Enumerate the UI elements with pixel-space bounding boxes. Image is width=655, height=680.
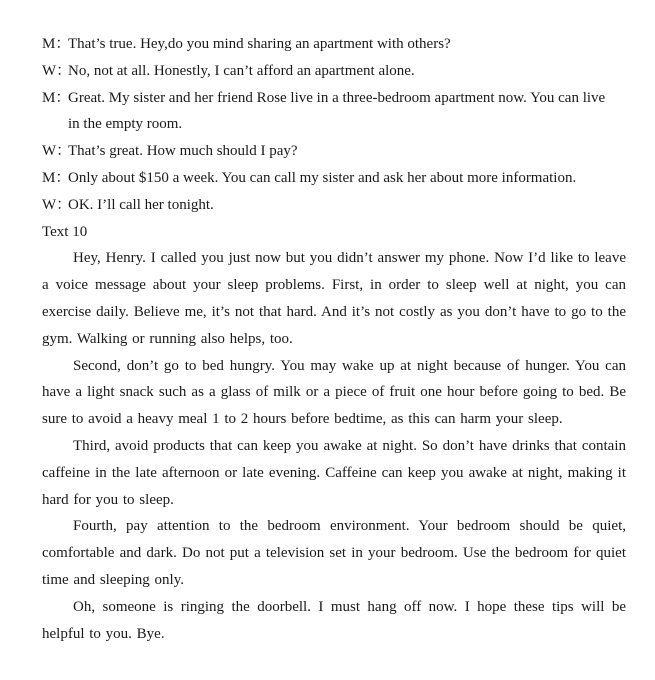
dialogue-continuation: in the empty room. (68, 116, 183, 133)
dialogue-text: That’s great. How much should I pay? (68, 143, 298, 160)
document-page (42, 31, 626, 647)
section-heading: Text 10 (42, 223, 88, 240)
speaker-label: M： (42, 36, 71, 52)
speaker-label: W： (42, 143, 72, 160)
dialogue-text: That’s true. Hey,do you mind sharing an apartment with others? (68, 36, 451, 52)
dialogue-line (42, 58, 626, 85)
speaker-label: M： (42, 169, 71, 186)
speaker-label: W： (42, 196, 72, 213)
paragraph: Third, avoid products that can keep you awake at night. So don’t have drinks that contain caffeine in the late afternoon or late evening. Caffeine can keep you awake at night, making it hard for you to sleep. (42, 437, 626, 508)
dialogue-text: OK. I’ll call her tonight. (68, 196, 214, 213)
paragraph: Hey, Henry. I called you just now but you didn’t answer my phone. Now I’d like to leave a voice message about your sleep problems. First, in order to sleep well at night, you can exercise daily. Believe me, it’s not that hard. And it’s not costly as you don’t have to go to the gym. Walking or running also helps, too. (42, 250, 626, 347)
dialogue-line (42, 192, 626, 219)
dialogue-line (42, 31, 626, 58)
dialogue-text: Great. My sister and her friend Rose live in a three-bedroom apartment now. You can live (68, 89, 606, 106)
dialogue-text: Only about $150 a week. You can call my sister and ask her about more information. (68, 169, 577, 186)
speaker-label: W： (42, 62, 72, 79)
paragraph: Oh, someone is ringing the doorbell. I must hang off now. I hope these tips will be helpful to you. Bye. (42, 598, 626, 642)
dialogue-text: No, not at all. Honestly, I can’t afford an apartment alone. (68, 62, 415, 79)
paragraph: Second, don’t go to bed hungry. You may wake up at night because of hunger. You can have a light snack such as a glass of milk or a piece of fruit one hour before going to bed. Be sure to avoid a heavy meal 1 to 2 hours before bedtime, as this can harm your sleep. (42, 357, 626, 428)
dialogue-line (42, 138, 626, 165)
speaker-label: M： (42, 89, 71, 106)
dialogue-line (42, 165, 626, 192)
paragraph: Fourth, pay attention to the bedroom environment. Your bedroom should be quiet, comfortable and dark. Do not put a television set in your bedroom. Use the bedroom for quiet time and sleeping only. (42, 518, 626, 588)
dialogue-line (42, 85, 626, 112)
